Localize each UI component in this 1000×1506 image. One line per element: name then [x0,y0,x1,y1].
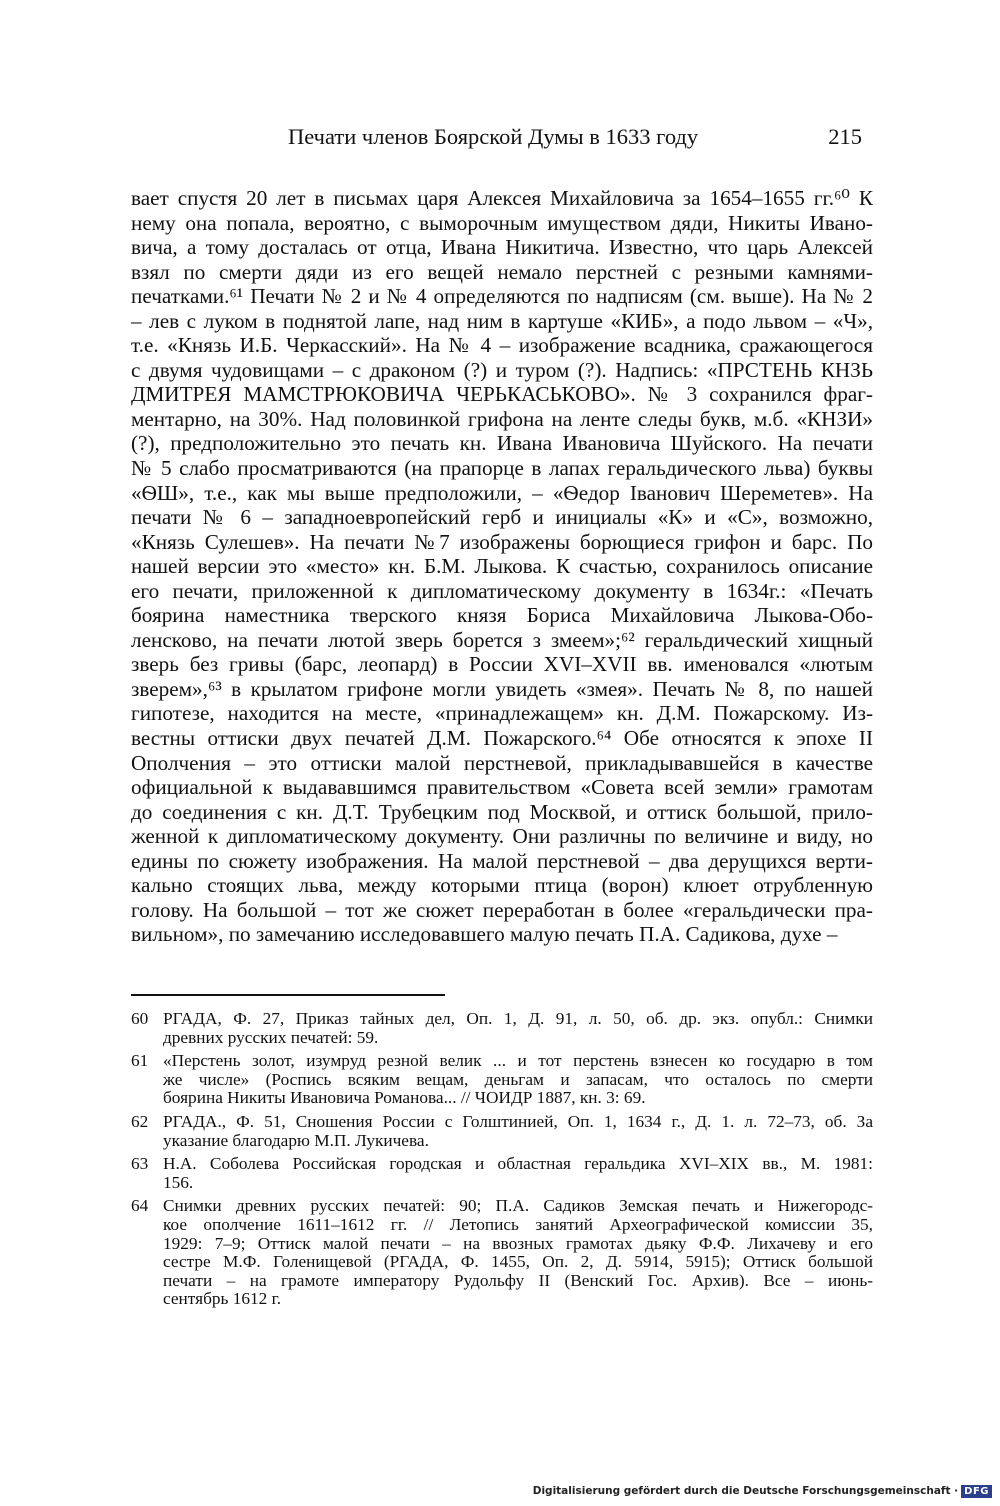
dfg-logo-icon: DFG [961,1485,992,1498]
footnote-number: 60 [131,1009,149,1028]
text-line: ленсково, на печати лютой зверь борется з змеем»;⁶² геральдический хищный [131,627,873,652]
footnote [131,1052,873,1108]
text-line: зверь без гривы (барс, леопард) в России XVI–XVII вв. именовался «лютым [131,652,873,677]
main-text [131,186,873,947]
footnote-line: кое ополчение 1611–1612 гг. // Летопись занятий Археографической комиссии 35, [163,1214,873,1234]
text-line: взял по смерти дяди из его вещей немало перстней с резными камнями- [131,259,873,284]
text-line: гипотезе, находится на месте, «принадлежащем» кн. Д.М. Пожарскому. Из- [131,701,873,726]
text-line: нашей версии это «место» кн. Б.М. Лыкова. К счастью, сохранилось описание [131,554,873,579]
footnote [131,1155,873,1192]
footnote-line: древних русских печатей: 59. [163,1027,379,1047]
text-line: боярина наместника тверского князя Бориса Михайловича Лыкова-Обо- [131,603,873,628]
footnotes [131,1010,873,1314]
footnote-number: 64 [131,1196,149,1216]
footnote [131,1010,873,1047]
text-line: едины по сюжету изображения. На малой перстневой – два дерущихся верти- [131,848,873,873]
text-line: т.е. «Князь И.Б. Черкасский». На № 4 – изображение всадника, сражающегося [131,333,873,358]
text-line: № 5 слабо просматриваются (на прапорце в лапах геральдического льва) буквы [131,456,873,481]
footnote-separator [131,994,445,996]
text-line: (?), предположительно это печать кн. Ивана Ивановича Шуйского. На печати [131,431,873,456]
text-line: вича, а тому досталась от отца, Ивана Никитича. Известно, что царь Алексей [131,235,873,260]
footnote-line: указание благодарю М.П. Лукичева. [163,1130,429,1150]
footnote-line: Снимки древних русских печатей: 90; П.А. Садиков Земская печать и Нижегородс- [163,1196,873,1216]
text-line: Ополчения – это оттиски малой перстневой, прикладывавшейся в качестве [131,750,873,775]
text-line: зверем»,⁶³ в крылатом грифоне могли увидеть «змея». Печать № 8, по нашей [131,676,873,701]
footnote [131,1113,873,1150]
footnote-number: 63 [131,1154,149,1174]
credit-text: Digitalisierung gefördert durch die Deutsche Forschungsgemeinschaft · [532,1485,959,1497]
footnote-number: 62 [131,1111,149,1131]
footnote-line: сестре М.Ф. Голенищевой (РГАДА, Ф. 1455, Оп. 2, Д. 5914, 5915); Оттиск большой [163,1252,873,1272]
digitization-credit [533,1482,992,1500]
text-line: вает спустя 20 лет в письмах царя Алексея Михайловича за 1654–1655 гг.⁶⁰ К [131,186,873,210]
text-line: нему она попала, вероятно, с выморочным имуществом дяди, Никиты Ивано- [131,210,873,235]
footnote-line: РГАДА, Ф. 27, Приказ тайных дел, Оп. 1, Д. 91, л. 50, об. др. экз. опубл.: Снимки [163,1009,873,1028]
text-line: до соединения с кн. Д.Т. Трубецким под Москвой, и оттиск большой, прило- [131,799,873,824]
footnote-line: боярина Никиты Ивановича Романова... // ЧОИДР 1887, кн. 3: 69. [163,1088,646,1108]
footnote-line: «Перстень золот, изумруд резной велик ... и тот перстень взнесен ко государю в том [163,1051,873,1071]
text-line: печатками.⁶¹ Печати № 2 и № 4 определяются по надписям (см. выше). На № 2 [131,284,873,309]
running-header [130,118,870,158]
text-line: голову. На большой – тот же сюжет переработан в более «геральдически пра- [131,897,873,922]
footnote-number: 61 [131,1051,149,1071]
footnote-line: печати – на грамоте императору Рудольфу II (Венский Гос. Архив). Все – июнь- [163,1270,873,1290]
text-line: – лев с луком в поднятой лапе, над ним в картуше «КИБ», а подо львом – «Ч», [131,308,873,333]
text-line: его печати, приложенной к дипломатическому документу в 1634г.: «Печать [131,578,873,603]
footnote-line: РГАДА., Ф. 51, Сношения России с Голштинией, Оп. 1, 1634 г., Д. 1. л. 72–73, об. За [163,1111,873,1131]
text-line: печати № 6 – западноевропейский герб и инициалы «К» и «С», возможно, [131,505,873,530]
running-title: Печати членов Боярской Думы в 1633 году [288,124,699,149]
text-line: кально стоящих льва, между которыми птица (ворон) клюет отрубленную [131,873,873,898]
footnote-line: 1929: 7–9; Оттиск малой печати – на ввозных грамотах дьяку Ф.Ф. Лихачеву и его [163,1233,873,1253]
footnote-line: Н.А. Соболева Российская городская и областная геральдика XVI–XIX вв., М. 1981: [163,1154,873,1174]
footnote-line: 156. [163,1172,194,1192]
text-line: вильном», по замечанию исследовавшего малую печать П.А. Садикова, духе – [131,922,838,947]
footnote [131,1197,873,1309]
text-line: женной к дипломатическому документу. Они различны по величине и виду, но [131,824,873,849]
footnote-line: сентябрь 1612 г. [163,1289,282,1309]
text-line: «ѲШ», т.е., как мы выше предположили, – «Ѳедор Іванович Шереметев». На [131,480,873,505]
footnote-line: же числе» (Роспись всяким вещам, деньгам и запасам, что осталось по смерти [163,1069,873,1089]
text-line: «Князь Сулешев». На печати №7 изображены борющиеся грифон и барс. По [131,529,873,554]
text-line: с двумя чудовищами – с драконом (?) и туром (?). Надпись: «ПРСТЕНЬ КНЗЬ [131,357,873,382]
text-line: ДМИТРЕЯ МАМСТРЮКОВИЧА ЧЕРЬКАСЬКОВО». № 3 сохранился фраг- [131,382,873,407]
text-line: ментарно, на 30%. Над половинкой грифона на ленте следы букв, м.б. «КНЗИ» [131,406,873,431]
text-line: вестны оттиски двух печатей Д.М. Пожарского.⁶⁴ Обе относятся к эпохе II [131,726,873,751]
page-number: 215 [828,124,862,149]
text-line: официальной к выдававшимся правительством «Совета всей земли» грамотам [131,775,873,800]
